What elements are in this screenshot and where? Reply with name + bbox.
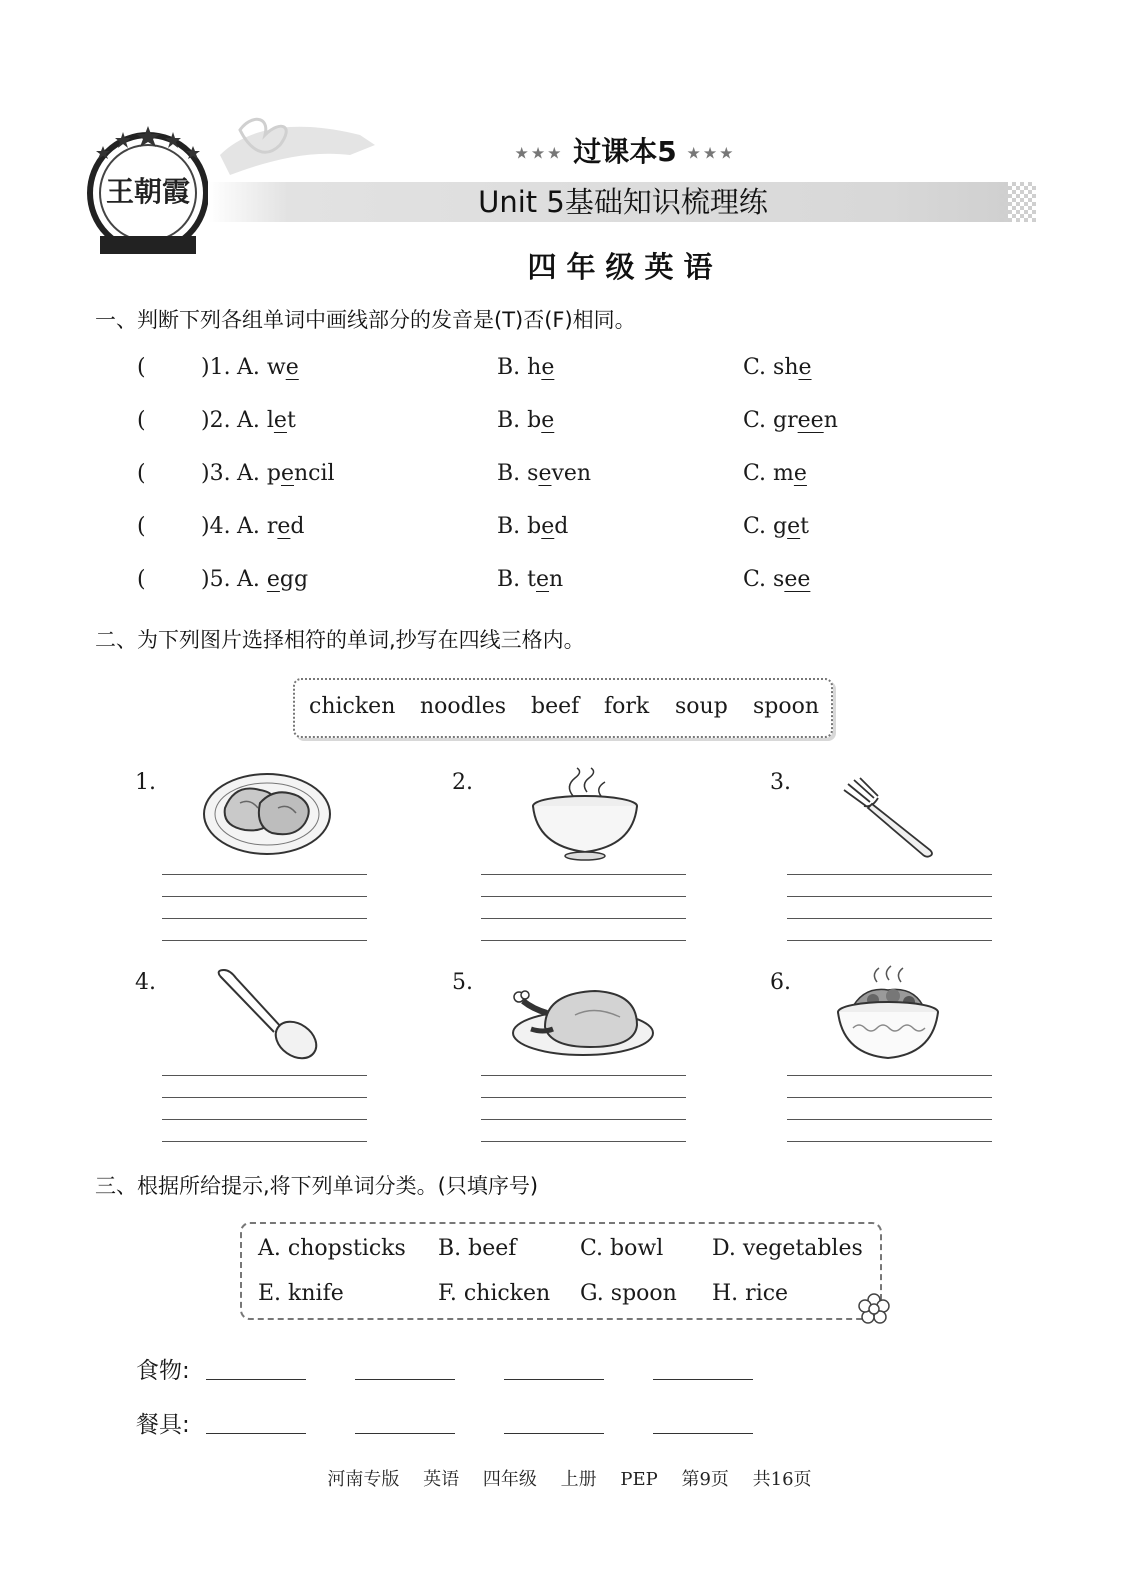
option-c-underlined: ee: [797, 408, 824, 433]
option-c-prefix: C. gr: [743, 408, 798, 433]
word-bank-item: soup: [675, 694, 728, 719]
writing-lines[interactable]: [481, 874, 686, 942]
option-a: [237, 408, 296, 433]
tableware-category-label: 餐具:: [136, 1412, 190, 1438]
question-row: [137, 461, 897, 497]
answer-paren-close: [201, 408, 231, 433]
option-b-prefix: B. b: [497, 514, 542, 539]
option-b-underlined: e: [541, 408, 555, 433]
footer-volume: 上册: [560, 1469, 597, 1490]
writing-lines[interactable]: [162, 1075, 367, 1143]
question-number: 5.: [209, 567, 231, 592]
paren-close-text: ): [201, 355, 210, 380]
word-bank: [293, 678, 833, 738]
question-row: [137, 567, 897, 603]
option-item: E. knife: [258, 1281, 344, 1306]
word-bank-item: chicken: [309, 694, 396, 719]
paren-close-text: ): [201, 514, 210, 539]
option-c-underlined: e: [787, 514, 801, 539]
option-c: [743, 514, 809, 539]
option-a-prefix: A. r: [237, 514, 278, 539]
footer-subject: 英语: [423, 1469, 460, 1490]
option-c: [743, 408, 838, 433]
writing-lines[interactable]: [787, 1075, 992, 1143]
food-answer-blank[interactable]: [206, 1379, 306, 1380]
option-b-underlined: e: [541, 514, 555, 539]
soup-bowl-picture: [525, 766, 645, 866]
question-number: 3.: [209, 461, 231, 486]
option-a-underlined: e: [280, 461, 294, 486]
answer-paren-close: [201, 355, 231, 380]
question-row: [137, 355, 897, 391]
word-bank-item: beef: [531, 694, 580, 719]
question-number: 4.: [209, 514, 231, 539]
option-b-suffix: ven: [551, 461, 592, 486]
word-bank-item: fork: [604, 694, 650, 719]
question-number: 1.: [209, 355, 231, 380]
section2-heading: 二、为下列图片选择相符的单词,抄写在四线三格内。: [95, 628, 585, 652]
writing-lines[interactable]: [787, 874, 992, 942]
option-a-prefix: A. l: [237, 408, 274, 433]
option-b-prefix: B. s: [497, 461, 539, 486]
answer-paren-close: [201, 461, 231, 486]
footer-grade: 四年级: [482, 1469, 537, 1490]
word-bank-item: spoon: [753, 694, 820, 719]
tableware-answer-blank[interactable]: [206, 1433, 306, 1434]
answer-paren-open[interactable]: (: [137, 461, 146, 486]
stars-left-icon: ★★★: [514, 143, 564, 163]
paren-close-text: ): [201, 567, 210, 592]
option-c-underlined: ee: [784, 567, 811, 592]
option-a: [237, 567, 308, 592]
option-a-prefix: A. p: [237, 461, 281, 486]
publisher-logo-seal: [78, 118, 218, 258]
section3-heading: 三、根据所给提示,将下列单词分类。(只填序号): [95, 1174, 539, 1198]
option-b: [497, 461, 591, 486]
word-bank-item: noodles: [420, 694, 507, 719]
answer-paren-close: [201, 567, 231, 592]
picture-item-number: 2.: [452, 770, 473, 795]
answer-paren-open[interactable]: (: [137, 408, 146, 433]
option-a-prefix: A.: [237, 567, 267, 592]
option-b: [497, 408, 554, 433]
option-c-prefix: C. m: [743, 461, 794, 486]
banner-title: Unit 5基础知识梳理练: [478, 185, 768, 219]
lesson-label-text: 过课本5: [573, 135, 677, 168]
footer-publisher: PEP: [620, 1469, 658, 1490]
option-b-suffix: n: [549, 567, 564, 592]
subject-title: 四年级英语: [527, 250, 723, 284]
option-c-prefix: C. s: [743, 567, 785, 592]
picture-item-number: 4.: [135, 970, 156, 995]
option-item: C. bowl: [580, 1236, 664, 1261]
question-row: [137, 514, 897, 550]
option-b: [497, 514, 568, 539]
food-answer-blank[interactable]: [504, 1379, 604, 1380]
option-c-underlined: e: [798, 355, 812, 380]
beef-steak-picture: [200, 768, 335, 860]
option-c-suffix: n: [823, 408, 838, 433]
section1-heading: 一、判断下列各组单词中画线部分的发音是(T)否(F)相同。: [95, 308, 636, 332]
option-item: A. chopsticks: [258, 1236, 406, 1261]
question-number: 2.: [209, 408, 231, 433]
option-a-underlined: e: [277, 514, 291, 539]
food-answer-blank[interactable]: [653, 1379, 753, 1380]
food-category-label: 食物:: [136, 1358, 190, 1384]
roast-chicken-picture: [505, 975, 655, 1063]
option-a: [237, 514, 305, 539]
answer-paren-open[interactable]: (: [137, 355, 146, 380]
logo-text: 王朝霞: [105, 175, 191, 208]
option-b-underlined: e: [536, 567, 550, 592]
tableware-answer-blank[interactable]: [653, 1433, 753, 1434]
option-c: [743, 461, 807, 486]
classification-options-box: [240, 1222, 882, 1320]
option-a-underlined: e: [285, 355, 299, 380]
option-c: [743, 567, 810, 592]
option-item: G. spoon: [580, 1281, 677, 1306]
footer-edition: 河南专版: [327, 1469, 400, 1490]
option-a-prefix: A. w: [237, 355, 286, 380]
paren-close-text: ): [201, 408, 210, 433]
writing-lines[interactable]: [162, 874, 367, 942]
stars-right-icon: ★★★: [686, 143, 736, 163]
option-c-underlined: e: [793, 461, 807, 486]
option-item: F. chicken: [438, 1281, 551, 1306]
option-b: [497, 355, 554, 380]
option-a-underlined: e: [273, 408, 287, 433]
page-footer: [0, 1465, 1139, 1491]
answer-paren-open[interactable]: (: [137, 514, 146, 539]
option-a-suffix: ncil: [294, 461, 335, 486]
option-b-underlined: e: [538, 461, 552, 486]
option-item: B. beef: [438, 1236, 517, 1261]
option-c: [743, 355, 812, 380]
option-a-suffix: gg: [279, 567, 309, 592]
option-c-suffix: t: [800, 514, 809, 539]
noodle-bowl-picture: [833, 962, 943, 1066]
tableware-answer-blank[interactable]: [355, 1433, 455, 1434]
picture-item-number: 1.: [135, 770, 156, 795]
option-b: [497, 567, 563, 592]
option-a: [237, 355, 299, 380]
flower-icon: [858, 1293, 890, 1325]
answer-paren-close: [201, 514, 231, 539]
food-answer-blank[interactable]: [355, 1379, 455, 1380]
fork-picture: [838, 776, 943, 860]
option-c-prefix: C. sh: [743, 355, 799, 380]
option-a: [237, 461, 335, 486]
option-item: D. vegetables: [712, 1236, 863, 1261]
option-a-suffix: t: [286, 408, 296, 433]
option-b-underlined: e: [541, 355, 555, 380]
option-a-underlined: e: [266, 567, 280, 592]
option-item: H. rice: [712, 1281, 789, 1306]
writing-lines[interactable]: [481, 1075, 686, 1143]
footer-page: 第9页: [681, 1469, 729, 1490]
option-a-suffix: d: [290, 514, 305, 539]
spoon-picture: [212, 966, 324, 1061]
lesson-label: [500, 130, 750, 170]
option-b-prefix: B. h: [497, 355, 542, 380]
footer-total: 共16页: [752, 1469, 812, 1490]
paren-close-text: ): [201, 461, 210, 486]
picture-item-number: 5.: [452, 970, 473, 995]
tableware-answer-blank[interactable]: [504, 1433, 604, 1434]
option-b-suffix: d: [554, 514, 569, 539]
option-b-prefix: B. t: [497, 567, 536, 592]
option-b-prefix: B. b: [497, 408, 542, 433]
option-c-prefix: C. g: [743, 514, 788, 539]
picture-item-number: 3.: [770, 770, 791, 795]
question-row: [137, 408, 897, 444]
picture-item-number: 6.: [770, 970, 791, 995]
answer-paren-open[interactable]: (: [137, 567, 146, 592]
